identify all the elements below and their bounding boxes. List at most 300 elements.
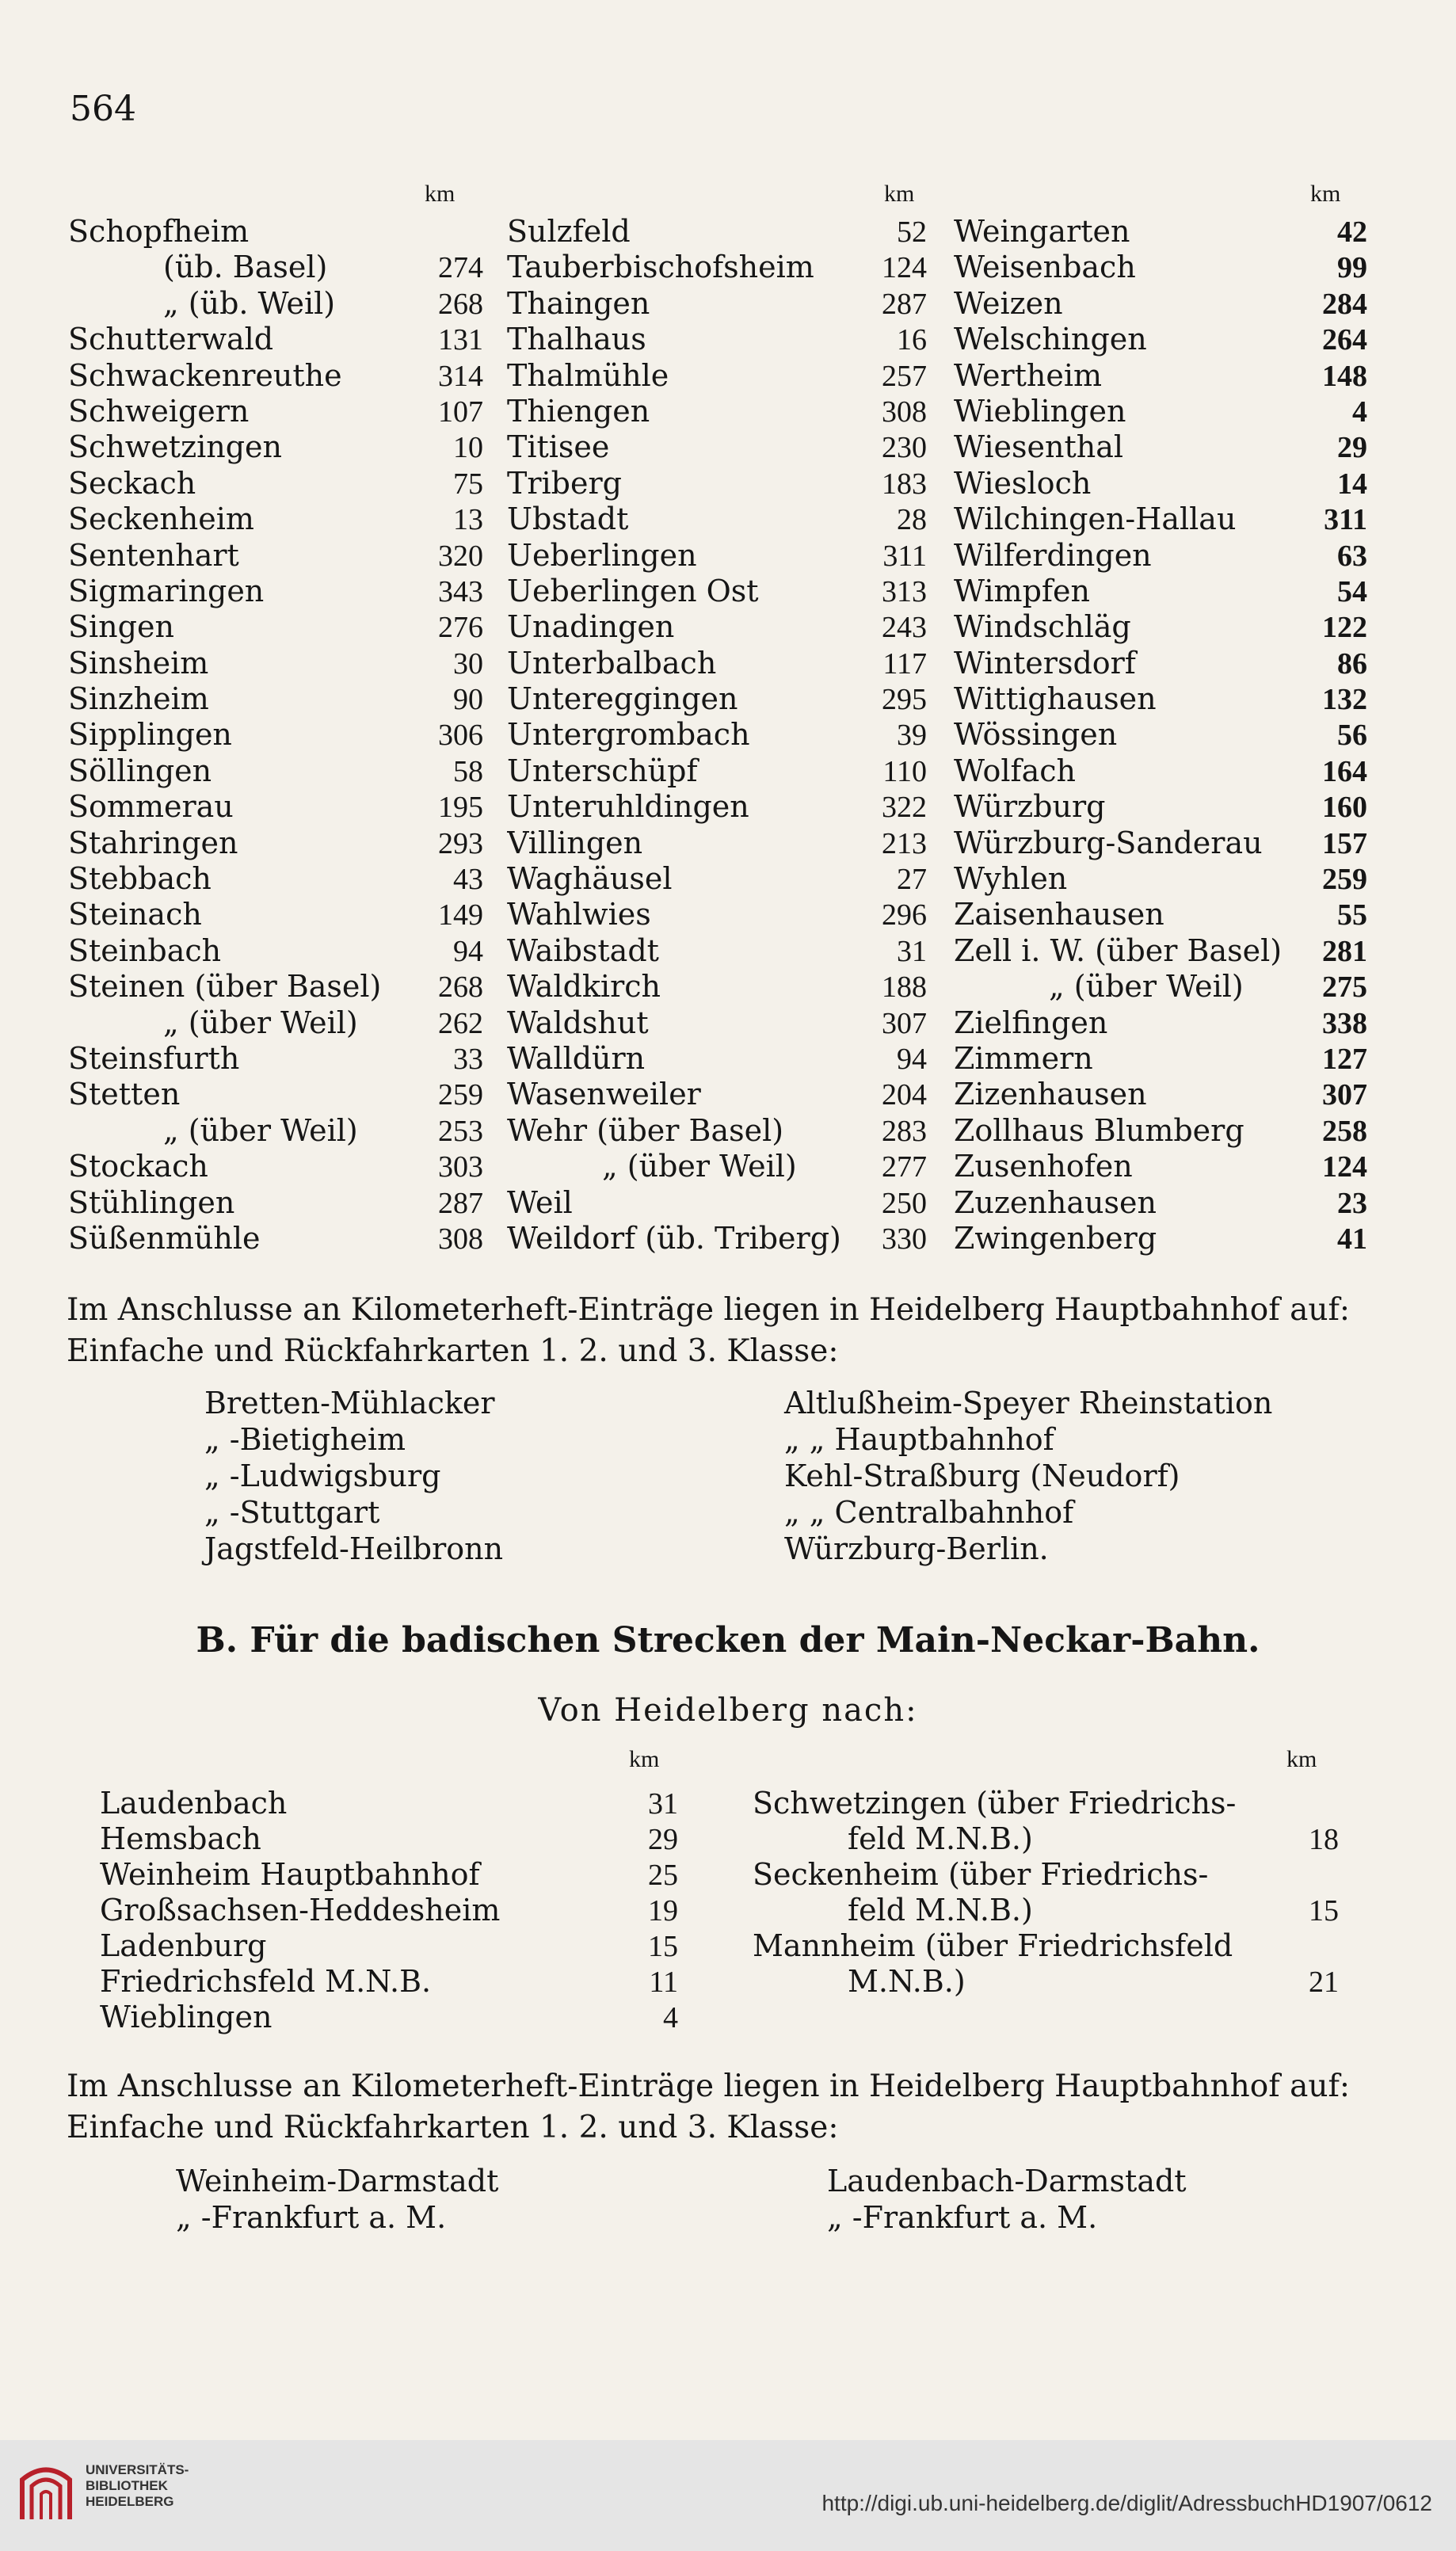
- list-item: [100, 1857, 678, 1893]
- distance-km: 160: [1322, 791, 1367, 825]
- place-name: Untergrombach: [507, 717, 750, 753]
- place-name: Zuzenhausen: [954, 1184, 1157, 1220]
- list-item: [507, 1113, 927, 1149]
- list-item: [68, 1041, 483, 1077]
- list-item: [68, 861, 483, 897]
- distance-km: 343: [438, 574, 483, 608]
- distance-km: 275: [1322, 970, 1367, 1005]
- list-item: [954, 322, 1367, 357]
- distance-km: 314: [438, 359, 483, 393]
- km-header-b-right: km: [1286, 1746, 1317, 1772]
- place-name: Steinsfurth: [68, 1040, 240, 1076]
- distance-km: 338: [1322, 1006, 1367, 1040]
- place-name: Villingen: [507, 825, 643, 860]
- paragraph-ticket-notice-1: Im Anschlusse an Kilometerheft-Einträge liegen in Heidelberg Hauptbahnhof auf: Einfache und Rückfahrkarten 1. 2. und 3. Klasse:: [67, 1292, 1351, 1369]
- list-item: [68, 681, 483, 717]
- distance-km: 148: [1322, 359, 1367, 393]
- library-name-line-2: BIBLIOTHEK: [86, 2478, 168, 2493]
- list-item: [68, 574, 483, 609]
- place-name: Zaisenhausen: [954, 897, 1164, 932]
- distance-km: 94: [897, 1042, 927, 1076]
- list-item: [68, 358, 483, 394]
- list-item: [954, 574, 1367, 609]
- list-item: [68, 1185, 483, 1221]
- place-name: Thalhaus: [507, 322, 646, 357]
- distance-km: 28: [897, 503, 927, 537]
- list-item: [68, 1221, 483, 1256]
- place-name: Sentenhart: [68, 537, 239, 573]
- list-item: [507, 826, 927, 861]
- list-item: [68, 717, 483, 753]
- place-name: Ubstadt: [507, 501, 629, 537]
- place-name: Zell i. W. (über Basel): [954, 932, 1283, 968]
- place-name: Wimpfen: [954, 573, 1090, 608]
- place-name: Thiengen: [507, 393, 650, 429]
- list-item: [507, 646, 927, 681]
- list-item: [954, 1149, 1367, 1184]
- distance-km: 86: [1337, 646, 1367, 681]
- library-name-line-1: UNIVERSITÄTS-: [86, 2462, 189, 2477]
- place-name: Schweigern: [68, 393, 250, 429]
- distance-km: 14: [1337, 467, 1367, 501]
- place-name: Ueberlingen Ost: [507, 573, 759, 608]
- place-name: Sigmaringen: [68, 573, 265, 608]
- place-name: Wintersdorf: [954, 645, 1136, 681]
- distance-km: 63: [1337, 539, 1367, 573]
- list-item: [68, 322, 483, 357]
- place-name: Wilferdingen: [954, 537, 1152, 573]
- distance-km: 10: [453, 431, 483, 465]
- place-name: Wehr (über Basel): [507, 1112, 784, 1148]
- place-name: Waldshut: [507, 1005, 649, 1040]
- list-item: [954, 861, 1367, 897]
- place-name: Untereggingen: [507, 681, 738, 717]
- distance-km: 54: [1337, 574, 1367, 608]
- place-name: Großsachsen-Heddesheim: [100, 1893, 501, 1928]
- place-name: Thaingen: [507, 285, 650, 321]
- distance-km: 124: [1322, 1150, 1367, 1184]
- distance-km: 306: [438, 719, 483, 753]
- distance-km: 4: [663, 2001, 678, 2034]
- distance-km: 183: [882, 467, 927, 501]
- library-logo-icon: [14, 2456, 78, 2527]
- place-name: „ (üb. Weil): [163, 285, 336, 321]
- distance-km: 308: [438, 1222, 483, 1256]
- list-item: [954, 394, 1367, 429]
- place-name: Welschingen: [954, 322, 1147, 357]
- distance-km: 11: [649, 1966, 678, 1999]
- place-name: Unterschüpf: [507, 753, 698, 788]
- distance-km: 127: [1322, 1042, 1367, 1076]
- distance-km: 122: [1322, 611, 1367, 645]
- list-item: [507, 681, 927, 717]
- list-item: [100, 1964, 678, 2000]
- list-item: [100, 1786, 678, 1821]
- distance-km: 311: [882, 539, 927, 573]
- list-item: [68, 214, 483, 250]
- list-item: [507, 501, 927, 537]
- list-item: [68, 429, 483, 465]
- list-item: [954, 897, 1367, 932]
- distance-km: 303: [438, 1150, 483, 1184]
- distance-km: 268: [438, 287, 483, 321]
- distance-km: 18: [1309, 1823, 1339, 1856]
- list-item: [68, 1113, 483, 1149]
- place-name: Weingarten: [954, 214, 1130, 249]
- place-name: Steinbach: [68, 932, 222, 968]
- list-item: [954, 429, 1367, 465]
- list-item: [507, 933, 927, 969]
- routes-list-left-2: [176, 2163, 498, 2236]
- route-item: „ „ Hauptbahnhof: [784, 1422, 1054, 1457]
- distance-km: 284: [1322, 287, 1367, 321]
- place-name: Unterbalbach: [507, 645, 717, 681]
- place-name: feld M.N.B.): [848, 1821, 1033, 1856]
- place-name: Zizenhausen: [954, 1077, 1147, 1112]
- place-name: Unadingen: [507, 609, 675, 645]
- distance-km: 90: [453, 683, 483, 717]
- distance-km: 33: [453, 1042, 483, 1076]
- paragraph-ticket-notice-2: Im Anschlusse an Kilometerheft-Einträge liegen in Heidelberg Hauptbahnhof auf: Einfache und Rückfahrkarten 1. 2. und 3. Klasse:: [67, 2069, 1351, 2145]
- place-name: Weil: [507, 1184, 573, 1220]
- distance-km: 204: [882, 1078, 927, 1112]
- list-item: [753, 1928, 1339, 1964]
- place-name: M.N.B.): [848, 1964, 966, 1999]
- place-name: Sipplingen: [68, 717, 232, 753]
- distance-km: 43: [453, 863, 483, 897]
- list-item: [954, 1221, 1367, 1256]
- place-name: Weizen: [954, 285, 1063, 321]
- list-item: [753, 1821, 1339, 1857]
- km-header-col2: km: [884, 181, 915, 207]
- list-item: [507, 250, 927, 285]
- place-name: Schwetzingen: [68, 429, 283, 465]
- place-name: Waibstadt: [507, 932, 659, 968]
- place-name: Wieblingen: [954, 393, 1126, 429]
- distance-km: 243: [882, 611, 927, 645]
- place-name: Wiesenthal: [954, 429, 1124, 465]
- list-item: [954, 1185, 1367, 1221]
- place-name: (üb. Basel): [163, 250, 328, 285]
- place-name: Schutterwald: [68, 322, 274, 357]
- list-item: [507, 214, 927, 250]
- distance-km: 283: [882, 1114, 927, 1148]
- distance-km: 253: [438, 1114, 483, 1148]
- km-header-col3: km: [1310, 181, 1341, 207]
- distance-km: 110: [882, 754, 927, 788]
- list-item: [753, 1786, 1339, 1821]
- distance-km: 29: [1337, 431, 1367, 465]
- distance-km: 287: [882, 287, 927, 321]
- list-item: [507, 286, 927, 322]
- list-item: [507, 358, 927, 394]
- route-item: Kehl-Straßburg (Neudorf): [784, 1459, 1180, 1493]
- list-item: [507, 1221, 927, 1256]
- place-name: Sulzfeld: [507, 214, 631, 249]
- route-item: Laudenbach-Darmstadt: [827, 2164, 1187, 2198]
- place-name: Ueberlingen: [507, 537, 697, 573]
- place-name: Zimmern: [954, 1040, 1093, 1076]
- list-item: [507, 1185, 927, 1221]
- list-item: [68, 1149, 483, 1184]
- list-item: [100, 2000, 678, 2035]
- list-item: [507, 789, 927, 825]
- place-name: Sinsheim: [68, 645, 209, 681]
- list-item: [954, 466, 1367, 501]
- place-name: Wertheim: [954, 357, 1103, 393]
- distance-km: 157: [1322, 826, 1367, 860]
- list-item: [68, 826, 483, 861]
- distance-km: 262: [438, 1006, 483, 1040]
- place-name: Friedrichsfeld M.N.B.: [100, 1964, 432, 1999]
- place-name: „ (über Weil): [602, 1149, 797, 1184]
- library-name: [86, 2462, 189, 2510]
- distance-km: 55: [1337, 898, 1367, 932]
- distance-km: 330: [882, 1222, 927, 1256]
- distance-km: 188: [882, 970, 927, 1005]
- distance-km: 27: [897, 863, 927, 897]
- distance-km: 307: [882, 1006, 927, 1040]
- place-name: Titisee: [507, 429, 610, 465]
- place-name: Thalmühle: [507, 357, 669, 393]
- route-item: „ -Ludwigsburg: [204, 1459, 441, 1493]
- b-distance-column-right: [753, 1786, 1339, 2000]
- b-distance-column-left: [100, 1786, 678, 2035]
- list-item: [68, 466, 483, 501]
- place-name: Wössingen: [954, 717, 1118, 753]
- distance-km: 4: [1352, 395, 1367, 429]
- distance-km: 21: [1309, 1966, 1339, 1999]
- place-name: Wyhlen: [954, 861, 1068, 897]
- place-name: Walldürn: [507, 1040, 646, 1076]
- distance-km: 268: [438, 970, 483, 1005]
- place-name: feld M.N.B.): [848, 1893, 1033, 1928]
- place-name: Unteruhldingen: [507, 789, 749, 825]
- distance-km: 259: [1322, 863, 1367, 897]
- list-item: [68, 250, 483, 285]
- distance-km: 56: [1337, 719, 1367, 753]
- distance-km: 250: [882, 1186, 927, 1220]
- list-item: [507, 322, 927, 357]
- list-item: [507, 753, 927, 789]
- place-name: Weildorf (üb. Triberg): [507, 1220, 841, 1256]
- place-name: Würzburg-Sanderau: [954, 825, 1263, 860]
- place-name: Schwetzingen (über Friedrichs-: [753, 1786, 1237, 1821]
- route-item: „ -Bietigheim: [204, 1422, 406, 1457]
- place-name: Waghäusel: [507, 861, 673, 897]
- distance-km: 31: [648, 1787, 678, 1821]
- list-item: [68, 1077, 483, 1112]
- place-name: Wiesloch: [954, 465, 1092, 501]
- route-item: Bretten-Mühlacker: [204, 1386, 495, 1420]
- route-item: „ „ Centralbahnhof: [784, 1495, 1074, 1530]
- distance-km: 322: [882, 791, 927, 825]
- distance-km: 31: [897, 934, 927, 968]
- list-item: [507, 969, 927, 1005]
- list-item: [507, 861, 927, 897]
- list-item: [954, 753, 1367, 789]
- distance-km: 281: [1322, 934, 1367, 968]
- distance-km: 29: [648, 1823, 678, 1856]
- distance-column-3: [954, 214, 1367, 1256]
- distance-km: 41: [1337, 1222, 1367, 1256]
- list-item: [954, 717, 1367, 753]
- distance-km: 287: [438, 1186, 483, 1220]
- distance-km: 277: [882, 1150, 927, 1184]
- place-name: Würzburg: [954, 789, 1106, 825]
- place-name: Wittighausen: [954, 681, 1157, 717]
- distance-km: 313: [882, 574, 927, 608]
- list-item: [954, 538, 1367, 574]
- distance-km: 276: [438, 611, 483, 645]
- distance-km: 58: [453, 754, 483, 788]
- route-item: Würzburg-Berlin.: [784, 1531, 1049, 1566]
- place-name: Triberg: [507, 465, 622, 501]
- distance-km: 117: [882, 646, 927, 681]
- place-name: Singen: [68, 609, 174, 645]
- list-item: [954, 1041, 1367, 1077]
- place-name: Stahringen: [68, 825, 238, 860]
- list-item: [954, 286, 1367, 322]
- distance-km: 264: [1322, 323, 1367, 357]
- route-item: Weinheim-Darmstadt: [176, 2164, 499, 2198]
- list-item: [68, 753, 483, 789]
- list-item: [954, 1005, 1367, 1041]
- place-name: „ (über Weil): [163, 1005, 358, 1040]
- list-item: [507, 538, 927, 574]
- list-item: [68, 646, 483, 681]
- route-item: Altlußheim-Speyer Rheinstation: [784, 1386, 1273, 1420]
- place-name: Laudenbach: [100, 1786, 288, 1821]
- distance-km: 132: [1322, 683, 1367, 717]
- library-name-line-3: HEIDELBERG: [86, 2494, 174, 2509]
- source-url-link[interactable]: http://digi.ub.uni-heidelberg.de/diglit/AdressbuchHD1907/0612: [821, 2491, 1432, 2515]
- distance-km: 258: [1322, 1114, 1367, 1148]
- place-name: Seckenheim: [68, 501, 254, 537]
- place-name: Zwingenberg: [954, 1220, 1157, 1256]
- distance-km: 42: [1337, 215, 1367, 249]
- list-item: [68, 286, 483, 322]
- place-name: Wieblingen: [100, 2000, 273, 2034]
- list-item: [954, 214, 1367, 250]
- place-name: Schwackenreuthe: [68, 357, 342, 393]
- place-name: Wilchingen-Hallau: [954, 501, 1237, 537]
- list-item: [954, 681, 1367, 717]
- list-item: [954, 1113, 1367, 1149]
- place-name: Sinzheim: [68, 681, 209, 717]
- distance-km: 308: [882, 395, 927, 429]
- place-name: Zollhaus Blumberg: [954, 1112, 1244, 1148]
- routes-list-right-1: [784, 1385, 1272, 1567]
- distance-column-2: [507, 214, 927, 1256]
- list-item: [507, 574, 927, 609]
- place-name: Schopfheim: [68, 214, 250, 249]
- place-name: Weisenbach: [954, 250, 1136, 285]
- distance-km: 149: [438, 898, 483, 932]
- place-name: Sommerau: [68, 789, 234, 825]
- place-name: Wasenweiler: [507, 1077, 701, 1112]
- distance-km: 15: [1309, 1894, 1339, 1928]
- place-name: Wahlwies: [507, 897, 651, 932]
- place-name: Wolfach: [954, 753, 1076, 788]
- place-name: Steinen (über Basel): [68, 969, 382, 1005]
- section-heading-b: B. Für die badischen Strecken der Main-Neckar-Bahn.: [196, 1620, 1260, 1661]
- page-number: 564: [70, 89, 136, 129]
- list-item: [100, 1893, 678, 1928]
- place-name: Seckach: [68, 465, 196, 501]
- place-name: Hemsbach: [100, 1821, 261, 1856]
- list-item: [68, 897, 483, 932]
- distance-km: 307: [1322, 1078, 1367, 1112]
- place-name: Stockach: [68, 1149, 208, 1184]
- distance-km: 124: [882, 251, 927, 285]
- list-item: [507, 1005, 927, 1041]
- list-item: [68, 1005, 483, 1041]
- distance-km: 39: [897, 719, 927, 753]
- distance-km: 293: [438, 826, 483, 860]
- distance-km: 311: [1324, 503, 1367, 537]
- distance-km: 52: [897, 215, 927, 249]
- distance-km: 13: [453, 503, 483, 537]
- list-item: [507, 897, 927, 932]
- place-name: Stetten: [68, 1077, 181, 1112]
- place-name: Stebbach: [68, 861, 212, 897]
- list-item: [954, 646, 1367, 681]
- distance-km: 195: [438, 791, 483, 825]
- route-item: „ -Frankfurt a. M.: [827, 2200, 1098, 2235]
- list-item: [68, 394, 483, 429]
- place-name: Süßenmühle: [68, 1220, 261, 1256]
- distance-km: 75: [453, 467, 483, 501]
- distance-column-1: [68, 214, 483, 1256]
- distance-km: 274: [438, 251, 483, 285]
- distance-km: 320: [438, 539, 483, 573]
- place-name: Seckenheim (über Friedrichs-: [753, 1857, 1209, 1892]
- route-item: „ -Stuttgart: [204, 1495, 380, 1530]
- list-item: [68, 538, 483, 574]
- distance-km: 99: [1337, 251, 1367, 285]
- distance-km: 131: [438, 323, 483, 357]
- list-item: [507, 394, 927, 429]
- distance-km: 15: [648, 1930, 678, 1963]
- routes-list-left-1: [204, 1385, 503, 1567]
- list-item: [507, 1041, 927, 1077]
- list-item: [954, 501, 1367, 537]
- place-name: Windschläg: [954, 609, 1131, 645]
- list-item: [753, 1857, 1339, 1893]
- route-item: Jagstfeld-Heilbronn: [204, 1531, 504, 1566]
- place-name: Ladenburg: [100, 1928, 267, 1963]
- distance-km: 213: [882, 826, 927, 860]
- place-name: Tauberbischofsheim: [507, 250, 814, 285]
- list-item: [507, 466, 927, 501]
- list-item: [507, 1077, 927, 1112]
- list-item: [507, 429, 927, 465]
- list-item: [954, 1077, 1367, 1112]
- place-name: Zusenhofen: [954, 1149, 1133, 1184]
- list-item: [68, 933, 483, 969]
- place-name: Waldkirch: [507, 969, 661, 1005]
- list-item: [753, 1964, 1339, 2000]
- distance-km: 94: [453, 934, 483, 968]
- place-name: Söllingen: [68, 753, 212, 788]
- list-item: [68, 789, 483, 825]
- list-item: [507, 609, 927, 645]
- distance-km: 30: [453, 646, 483, 681]
- distance-km: 259: [438, 1078, 483, 1112]
- list-item: [954, 969, 1367, 1005]
- km-header-col1: km: [425, 181, 455, 207]
